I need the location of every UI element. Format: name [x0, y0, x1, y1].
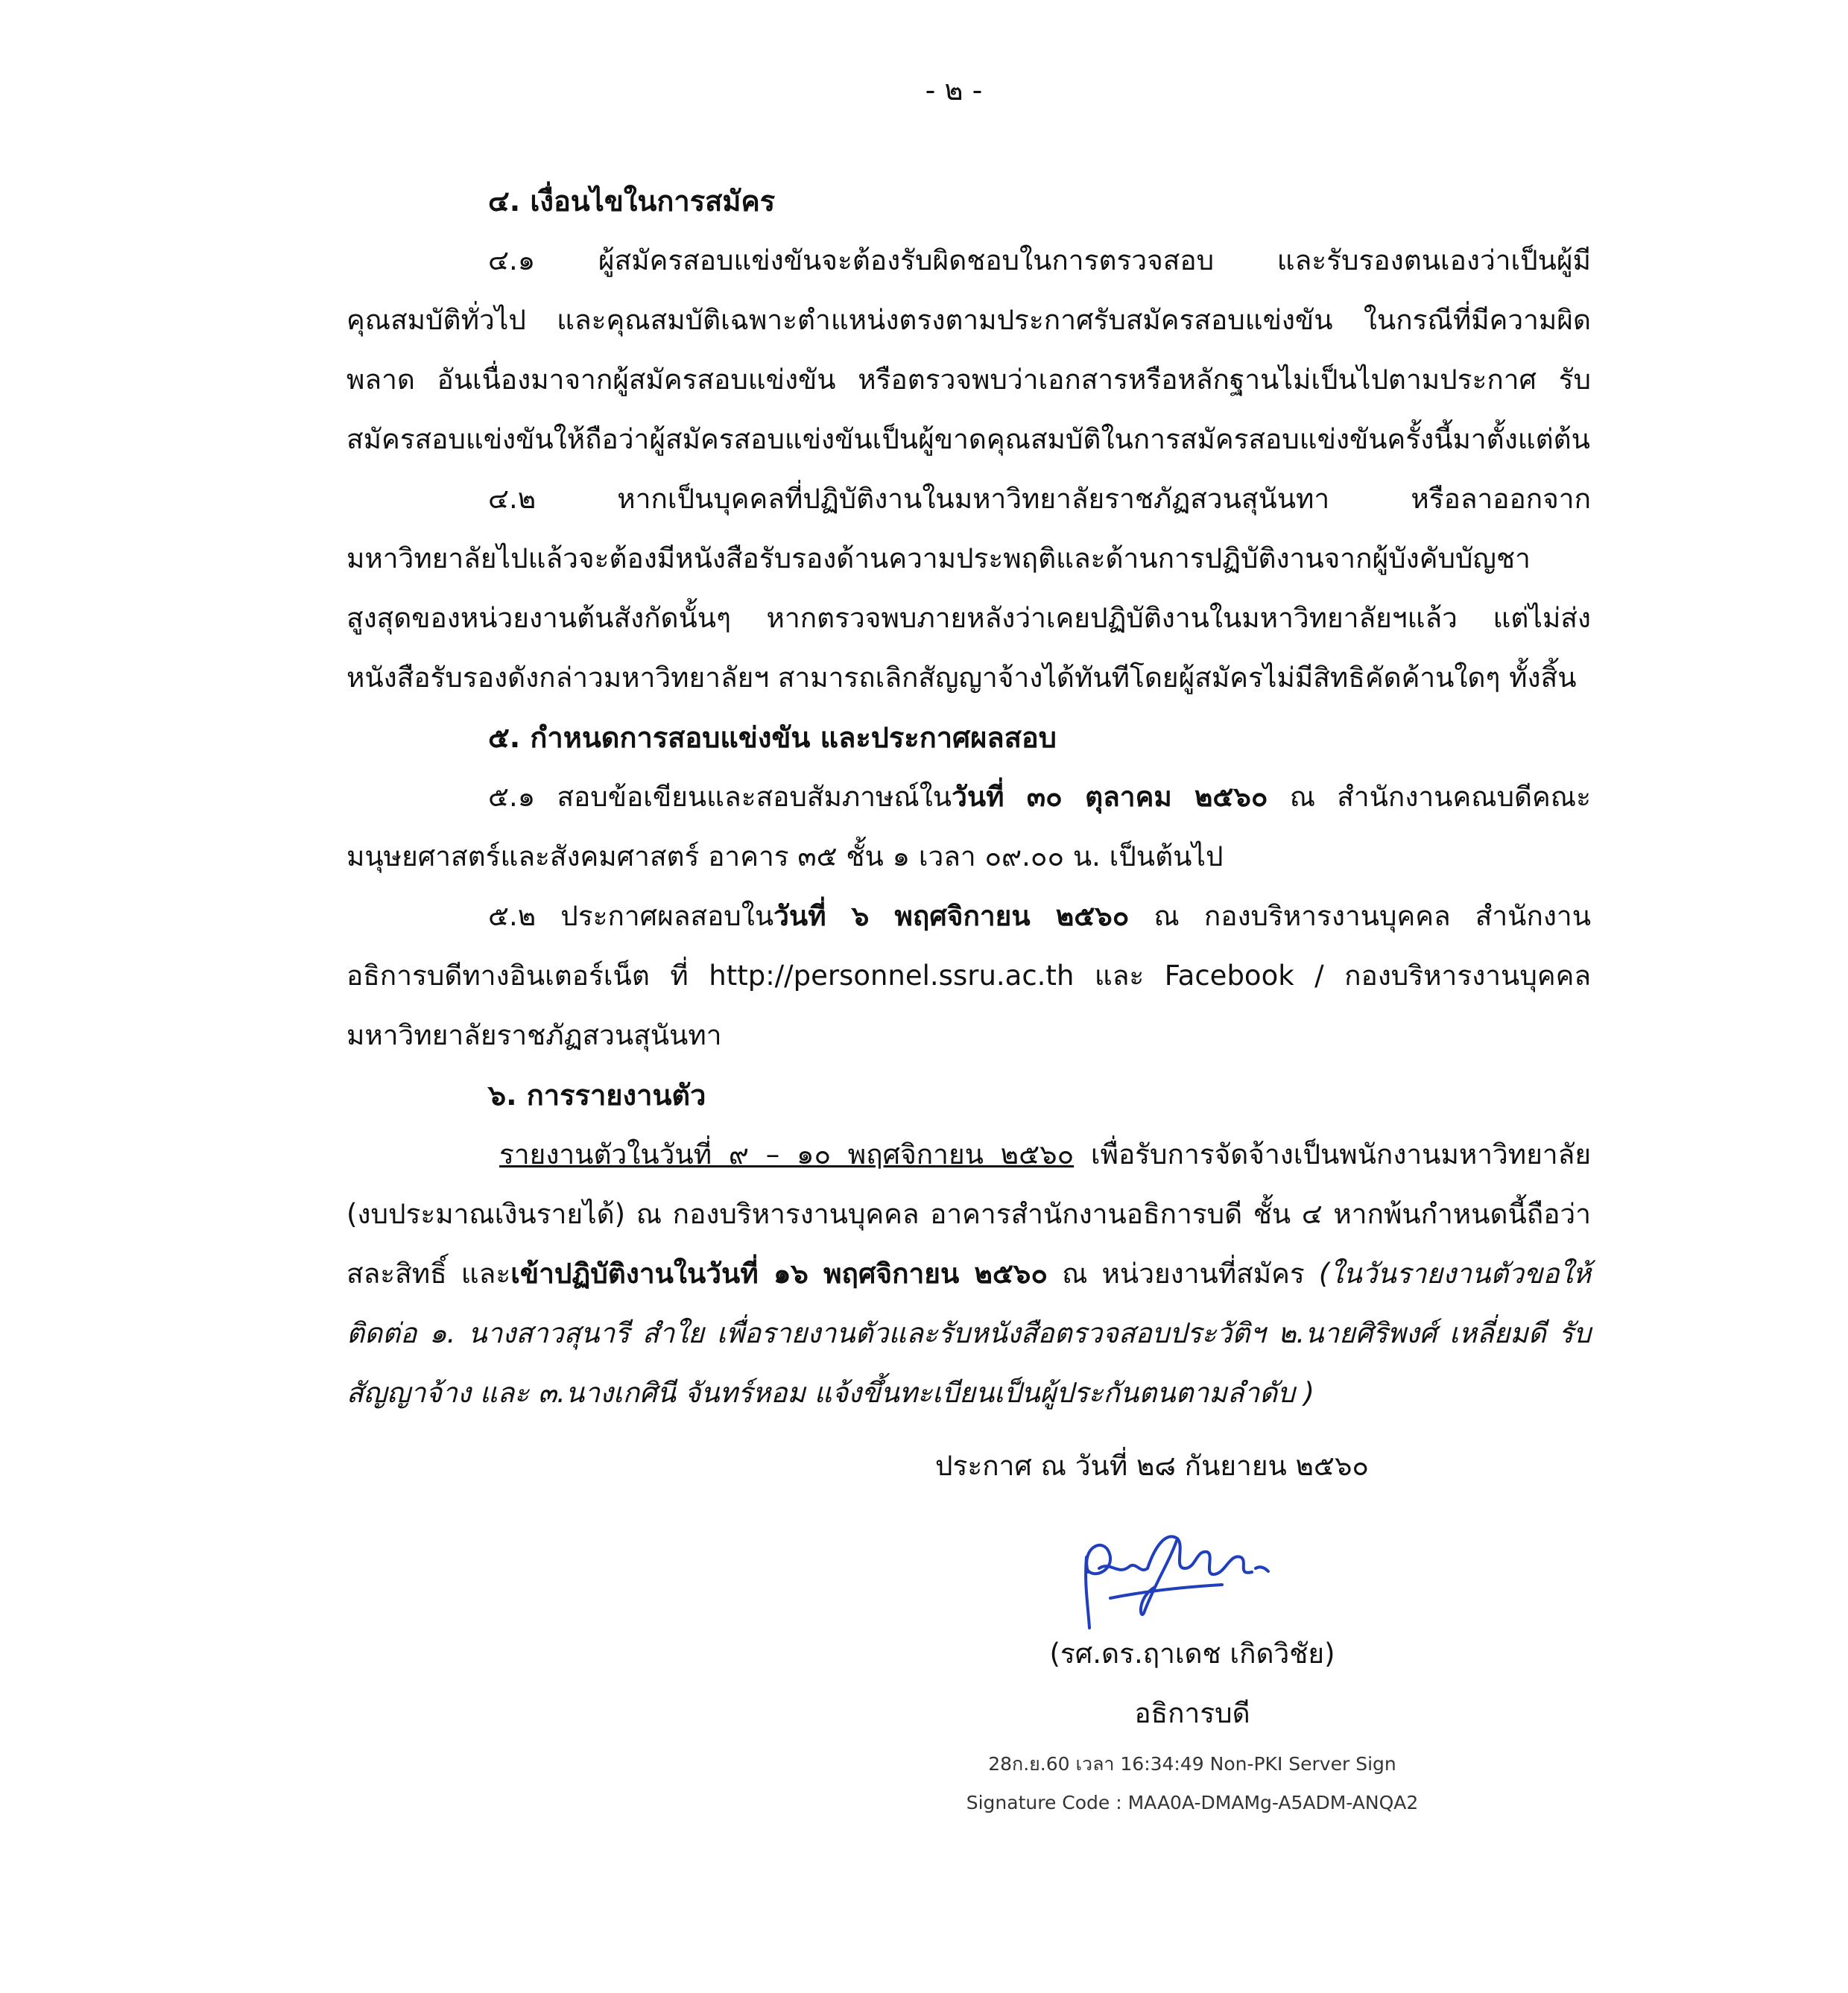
- document-body: [346, 171, 1591, 1423]
- section-5-1-exam-date: วันที่ ๓๐ ตุลาคม ๒๕๖๐: [952, 781, 1268, 813]
- section-6-start-date: เข้าปฏิบัติงานในวันที่ ๑๖ พฤศจิกายน ๒๕๖๐: [510, 1258, 1048, 1290]
- signatory-title: อธิการบดี: [1134, 1697, 1250, 1729]
- signature-code: Signature Code : MAA0A-DMAMg-A5ADM-ANQA2: [966, 1792, 1419, 1813]
- section-5-1-text-end: ณ สำนักงานคณบดีคณะมนุษยศาสตร์และสังคมศาสตร์ อาคาร ๓๕ ชั้น ๑ เวลา ๐๙.๐๐ น. เป็นต้นไป: [346, 781, 1591, 872]
- section-6-contact-note: (ในวันรายงานตัวขอให้ติดต่อ ๑. นางสาวสุนารี สำใย เพื่อรายงานตัวและรับหนังสือตรวจสอบประวัติฯ ๒.นายศิริพงศ์ เหลี่ยมดี รับสัญญาจ้าง และ ๓.นางเกศินี จันทร์หอม แจ้งขึ้นทะเบียนเป็นผู้ประกันตนตามลำดับ ): [346, 1258, 1592, 1409]
- section-6-heading: ๖. การรายงานตัว: [488, 1079, 706, 1112]
- page-number: - ๒ -: [925, 74, 983, 107]
- signatory-name: (รศ.ดร.ฤาเดช เกิดวิชัย): [1049, 1638, 1335, 1670]
- announcement-date: ประกาศ ณ วันที่ ๒๘ กันยายน ๒๕๖๐: [935, 1450, 1370, 1482]
- section-5-2-result-date: วันที่ ๖ พฤศจิกายน ๒๕๖๐: [773, 900, 1130, 932]
- section-6-text-1: เพื่อรับการจัดจ้างเป็นพนักงานมหาวิทยาลัย (งบประมาณเงินรายได้) ณ กองบริหารงานบุคคล อาคารสำนักงานอธิการบดี ชั้น ๔ หากพ้นกำหนดนี้ถือว่าสละสิทธิ์ และ: [346, 1138, 1591, 1290]
- section-5-heading: ๕. กำหนดการสอบแข่งขัน และประกาศผลสอบ: [488, 721, 1057, 754]
- section-5-2-paragraph: [346, 887, 1591, 1065]
- section-4-2-paragraph: ๔.๒ หากเป็นบุคคลที่ปฏิบัติงานในมหาวิทยาลัยราชภัฏสวนสุนันทา หรือลาออกจากมหาวิทยาลัยไปแล้วจะต้องมีหนังสือรับรองด้านความประพฤติและด้านการปฏิบัติงานจากผู้บังคับบัญชาสูงสุดของหน่วยงานต้นสังกัดนั้นๆ หากตรวจพบภายหลังว่าเคยปฏิบัติงานในมหาวิทยาลัยฯแล้ว แต่ไม่ส่งหนังสือรับรองดังกล่าวมหาวิทยาลัยฯ สามารถเลิกสัญญาจ้างได้ทันทีโดยผู้สมัครไม่มีสิทธิคัดค้านใดๆ ทั้งสิ้น: [346, 483, 1591, 694]
- section-6-paragraph: [346, 1125, 1591, 1423]
- section-5-2-text-start: ๕.๒ ประกาศผลสอบใน: [488, 900, 774, 932]
- handwritten-signature: [1066, 1516, 1289, 1635]
- signature-block: [969, 1624, 1416, 1743]
- section-5-2-text-end: ณ กองบริหารงานบุคคล สำนักงานอธิการบดีทางอินเตอร์เน็ต ที่ http://personnel.ssru.ac.th และ Facebook / กองบริหารงานบุคคล มหาวิทยาลัยราชภัฏสวนสุนันทา: [346, 900, 1591, 1051]
- section-6-report-date: รายงานตัวในวันที่ ๙ – ๑๐ พฤศจิกายน ๒๕๖๐: [499, 1138, 1075, 1170]
- signature-metadata: [894, 1745, 1490, 1822]
- section-5-1-text-start: ๕.๑ สอบข้อเขียนและสอบสัมภาษณ์ใน: [488, 781, 952, 813]
- section-6-text-2: ณ หน่วยงานที่สมัคร: [1047, 1258, 1319, 1290]
- section-4-heading: ๔. เงื่อนไขในการสมัคร: [488, 185, 776, 218]
- section-5-1-paragraph: [346, 767, 1591, 887]
- signature-timestamp: 28ก.ย.60 เวลา 16:34:49 Non-PKI Server Sign: [988, 1753, 1396, 1775]
- section-4-1-paragraph: ๔.๑ ผู้สมัครสอบแข่งขันจะต้องรับผิดชอบในการตรวจสอบ และรับรองตนเองว่าเป็นผู้มีคุณสมบัติทั่วไป และคุณสมบัติเฉพาะตำแหน่งตรงตามประกาศรับสมัครสอบแข่งขัน ในกรณีที่มีความผิดพลาด อันเนื่องมาจากผู้สมัครสอบแข่งขัน หรือตรวจพบว่าเอกสารหรือหลักฐานไม่เป็นไปตามประกาศ รับสมัครสอบแข่งขันให้ถือว่าผู้สมัครสอบแข่งขันเป็นผู้ขาดคุณสมบัติในการสมัครสอบแข่งขันครั้งนี้มาตั้งแต่ต้น: [346, 244, 1591, 455]
